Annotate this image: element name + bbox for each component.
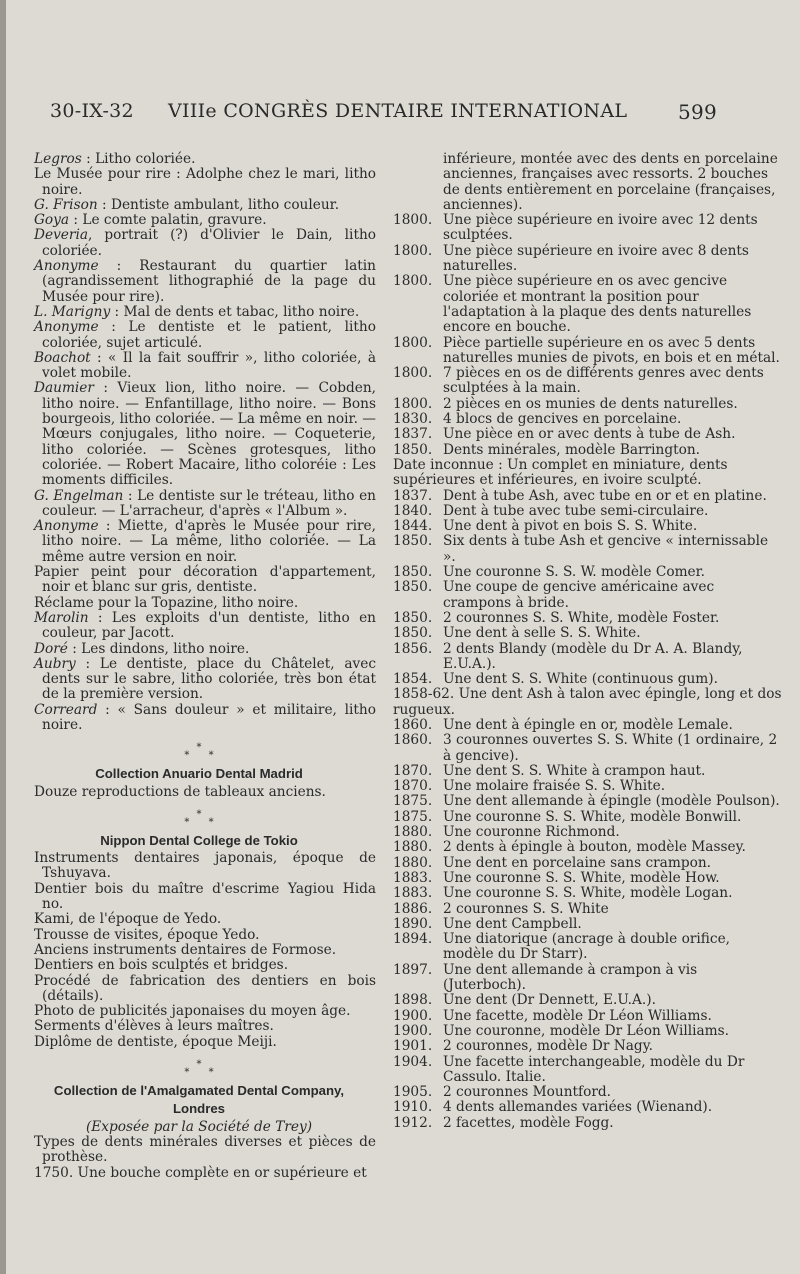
- item-text: Une couronne Richmond.: [443, 824, 620, 841]
- list-item: [393, 626, 783, 641]
- item-text: : Le comte palatin, gravure.: [69, 212, 267, 229]
- dated-list-b: [393, 489, 783, 688]
- item-text: Une couronne S. S. White, modèle Logan.: [443, 885, 733, 902]
- list-item: [393, 213, 783, 244]
- item-year: 1856.: [393, 640, 433, 657]
- item-text: Une dent à épingle en or, modèle Lemale.: [443, 716, 733, 733]
- dated-list-c: [393, 718, 783, 1131]
- list-item: [393, 825, 783, 840]
- list-item: [393, 779, 783, 794]
- item-text: : Vieux lion, litho noire. — Cobden, litho noire. — Enfantillage, litho noire. — Bons bourgeois, litho coloriée. — La même en noir. — Mœurs conjugales, litho noire. — Coqueterie, litho coloriée. — Scènes grotesques, litho coloriée. — Robert Macaire, litho coloréie : Les moments difficiles.: [42, 380, 376, 489]
- section-asterism: *: [196, 742, 202, 754]
- list-item: [393, 1055, 783, 1086]
- item-year: 1850.: [393, 564, 433, 581]
- item-year: 1850.: [393, 579, 433, 596]
- item-year: 1886.: [393, 900, 433, 917]
- list-item: [393, 1100, 783, 1115]
- artist-name: Marolin: [34, 609, 89, 626]
- item-year: 1800.: [393, 242, 433, 259]
- artist-name: Deveria: [34, 227, 88, 244]
- item-year: 1912.: [393, 1114, 433, 1131]
- list-item: [393, 764, 783, 779]
- artist-name: Anonyme: [34, 319, 99, 336]
- section-asterism: * *: [184, 1067, 222, 1079]
- section-subtitle: (Exposée par la Société de Trey): [85, 1118, 313, 1135]
- item-year: 1870.: [393, 762, 433, 779]
- item-text: : Miette, d'après le Musée pour rire, litho noire. — La même, litho coloriée. — La même autre version en noir.: [42, 518, 376, 565]
- item-year: 1883.: [393, 885, 433, 902]
- continued-text: inférieure, montée avec des dents en porcelaine anciennes, françaises avec ressorts. 2 bouches de dents entièrement en porcelaine (françaises, anciennes).: [443, 151, 778, 213]
- page-number: 599: [678, 100, 718, 124]
- item-year: 1898.: [393, 992, 433, 1009]
- list-item: [393, 504, 783, 519]
- item-text: Une dent en porcelaine sans crampon.: [443, 854, 711, 871]
- left-column: [22, 152, 376, 1181]
- item-text: 2 couronnes S. S. White: [443, 900, 609, 917]
- list-item: [393, 718, 783, 733]
- list-item: [393, 397, 783, 412]
- list-item: [393, 642, 783, 673]
- list-item: [393, 534, 783, 565]
- item-text: Une dent (Dr Dennett, E.U.A.).: [443, 992, 656, 1009]
- list-item: [22, 351, 376, 382]
- item-year: 1850.: [393, 609, 433, 626]
- item-text: Une couronne S. S. White, modèle How.: [443, 869, 720, 886]
- item-year: 1860.: [393, 716, 433, 733]
- tokio-list: [22, 851, 376, 1050]
- item-text: Le Musée pour rire : Adolphe chez le mari, litho noire.: [34, 166, 376, 198]
- list-item: 1750. Une bouche complète en or supérieure et: [34, 1164, 367, 1181]
- item-year: 1837.: [393, 487, 433, 504]
- list-item: [22, 167, 376, 198]
- item-text: Papier peint pour décoration d'appartement, noir et blanc sur gris, dentiste.: [34, 564, 376, 596]
- item-year: 1800.: [393, 334, 433, 351]
- list-item: [22, 611, 376, 642]
- item-year: 1883.: [393, 869, 433, 886]
- artist-name: Goya: [34, 212, 70, 229]
- artist-name: Legros: [34, 151, 82, 167]
- list-item: [393, 856, 783, 871]
- item-text: Une dent à pivot en bois S. S. White.: [443, 518, 698, 535]
- item-text: 2 facettes, modèle Fogg.: [443, 1114, 614, 1131]
- list-item: [393, 611, 783, 626]
- item-text: Une dent S. S. White (continuous gum).: [443, 671, 718, 688]
- list-item: [393, 871, 783, 886]
- item-text: Une couronne S. S. White, modèle Bonwill.: [443, 808, 742, 825]
- item-text: 2 couronnes, modèle Dr Nagy.: [443, 1038, 653, 1055]
- list-item: [393, 917, 783, 932]
- item-year: 1904.: [393, 1053, 433, 1070]
- list-item: [393, 1024, 783, 1039]
- item-text: Dent à tube avec tube semi-circulaire.: [443, 502, 709, 519]
- list-item: [22, 213, 376, 228]
- list-item: [393, 794, 783, 809]
- artist-name: G. Engelman: [34, 487, 124, 504]
- item-text: 3 couronnes ouvertes S. S. White (1 ordinaire, 2 à gencive).: [443, 732, 778, 764]
- item-text: : Dentiste ambulant, litho couleur.: [97, 196, 340, 213]
- item-year: 1870.: [393, 778, 433, 795]
- item-year: 1800.: [393, 365, 433, 382]
- item-text: Une dent Campbell.: [443, 915, 582, 932]
- list-item: [393, 1116, 783, 1131]
- section-heading-tokio: Nippon Dental College de Tokio: [100, 832, 298, 848]
- list-item: [393, 1009, 783, 1024]
- list-item: [22, 381, 376, 488]
- item-text: Une diatorique (ancrage à double orifice, modèle du Dr Starr).: [443, 931, 731, 963]
- item-year: 1800.: [393, 212, 433, 229]
- list-item: [393, 580, 783, 611]
- item-year: 1844.: [393, 518, 433, 535]
- list-item: [22, 519, 376, 565]
- item-year: 1850.: [393, 533, 433, 550]
- item-text: : Les exploits d'un dentiste, litho en couleur, par Jacott.: [42, 609, 376, 642]
- list-item: Photo de publicités japonaises du moyen âge.: [34, 1003, 351, 1020]
- list-item: [393, 565, 783, 580]
- item-text: : Le dentiste, place du Châtelet, avec dents sur le sabre, litho coloriée, très bon état de la première version.: [42, 655, 376, 703]
- item-text: : Le dentiste sur le tréteau, litho en couleur. — L'arracheur, d'après « l'Album ».: [42, 487, 376, 519]
- artist-name: Boachot: [34, 349, 91, 366]
- item-text: 4 dents allemandes variées (Wienand).: [443, 1099, 713, 1116]
- dated-list-a: [393, 213, 783, 458]
- section-heading-londres: Londres: [172, 1101, 226, 1117]
- list-item: [393, 519, 783, 534]
- list-item: [22, 152, 376, 167]
- list-item: [22, 642, 376, 657]
- header-date: 30-IX-32: [50, 100, 134, 122]
- item-text: Réclame pour la Topazine, litho noire.: [34, 594, 299, 611]
- item-text: Une pièce supérieure en ivoire avec 12 dents sculptées.: [443, 212, 758, 244]
- date-inconnue-item: Date inconnue : Un complet en miniature, dents supérieures et inférieures, en ivoire sculpté.: [393, 456, 728, 489]
- item-year: 1875.: [393, 793, 433, 810]
- item-text: : Litho coloriée.: [81, 151, 196, 167]
- list-item: [22, 489, 376, 520]
- list-item: [393, 963, 783, 994]
- item-text: Une dent allemande à épingle (modèle Poulson).: [443, 793, 780, 810]
- list-item: Trousse de visites, époque Yedo.: [34, 926, 260, 943]
- item-year: 1897.: [393, 961, 433, 978]
- item-text: Une pièce supérieure en ivoire avec 8 dents naturelles.: [443, 242, 749, 275]
- list-item: [393, 489, 783, 504]
- list-item: Anciens instruments dentaires de Formose.: [34, 941, 337, 958]
- list-item: [22, 305, 376, 320]
- list-item: [393, 902, 783, 917]
- item-text: Une facette interchangeable, modèle du Dr Cassulo. Italie.: [443, 1053, 745, 1085]
- list-item: [22, 657, 376, 703]
- list-item: Douze reproductions de tableaux anciens.: [34, 783, 326, 800]
- running-title: VIIIe CONGRÈS DENTAIRE INTERNATIONAL: [168, 100, 628, 122]
- item-text: Une dent S. S. White à crampon haut.: [443, 762, 706, 779]
- artist-name: Anonyme: [34, 258, 99, 275]
- item-year: 1800.: [393, 273, 433, 290]
- list-item: Kami, de l'époque de Yedo.: [34, 911, 222, 928]
- section-heading-amalgamated: Collection de l'Amalgamated Dental Company,: [53, 1083, 345, 1099]
- item-year: 1830.: [393, 411, 433, 428]
- list-item: Dentiers en bois sculptés et bridges.: [34, 957, 289, 974]
- list-item: [393, 810, 783, 825]
- item-text: : Mal de dents et tabac, litho noire.: [110, 303, 360, 320]
- item-year: 1900.: [393, 1007, 433, 1024]
- artist-name: Daumier: [34, 380, 94, 397]
- artist-name: Doré: [34, 640, 68, 657]
- list-item: [393, 274, 783, 335]
- item-year: 1850.: [393, 441, 433, 458]
- list-item: Dentier bois du maître d'escrime Yagiou Hida no.: [34, 880, 376, 913]
- item-year: 1800.: [393, 395, 433, 412]
- list-item: [393, 672, 783, 687]
- list-item: Serments d'élèves à leurs maîtres.: [34, 1018, 274, 1035]
- section-asterism: *: [196, 1059, 202, 1071]
- section-asterism: * *: [184, 750, 222, 762]
- artist-name: Correard: [34, 701, 98, 718]
- item-year: 1894.: [393, 931, 433, 948]
- list-item: [393, 932, 783, 963]
- item-year: 1860.: [393, 732, 433, 749]
- item-text: Une pièce supérieure en os avec gencive coloriée et montrant la position pour l'adaptation à la plaque des dents naturelles encore en bouche.: [443, 273, 752, 336]
- list-item: [393, 733, 783, 764]
- item-year: 1880.: [393, 839, 433, 856]
- item-year: 1901.: [393, 1038, 433, 1055]
- item-text: 2 dents à épingle à bouton, modèle Massey.: [443, 839, 746, 856]
- list-item: [393, 886, 783, 901]
- list-item: [393, 1085, 783, 1100]
- item-text: Une dent allemande à crampon à vis (Juterboch).: [443, 961, 698, 994]
- list-item: [22, 320, 376, 351]
- list-item: [22, 259, 376, 305]
- list-item: [393, 840, 783, 855]
- list-item: [393, 427, 783, 442]
- item-text: Dent à tube Ash, avec tube en or et en platine.: [443, 487, 767, 504]
- item-text: : Les dindons, litho noire.: [67, 640, 250, 657]
- artist-name: Anonyme: [34, 518, 99, 535]
- item-text: Une couronne, modèle Dr Léon Williams.: [443, 1022, 729, 1039]
- list-item: [22, 198, 376, 213]
- item-year: 1850.: [393, 625, 433, 642]
- list-item: [393, 993, 783, 1008]
- list-item: [22, 703, 376, 734]
- item-text: Dents minérales, modèle Barrington.: [443, 441, 701, 458]
- section-asterism: * *: [184, 816, 222, 828]
- section-heading-madrid: Collection Anuario Dental Madrid: [95, 766, 303, 782]
- item-year: 1910.: [393, 1099, 433, 1116]
- list-item: [22, 565, 376, 596]
- list-item: [22, 596, 376, 611]
- item-text: 2 couronnes S. S. White, modèle Foster.: [443, 609, 720, 626]
- item-text: 2 pièces en os munies de dents naturelles.: [443, 395, 738, 412]
- item-text: 7 pièces en os de différents genres avec dents sculptées à la main.: [443, 365, 764, 397]
- item-year: 1875.: [393, 808, 433, 825]
- right-column: [393, 152, 783, 1131]
- item-text: , portrait (?) d'Olivier le Dain, litho coloriée.: [42, 227, 376, 259]
- item-text: 2 couronnes Mountford.: [443, 1084, 612, 1101]
- item-text: 4 blocs de gencives en porcelaine.: [443, 411, 682, 428]
- list-item: [22, 228, 376, 259]
- item-year: 1905.: [393, 1084, 433, 1101]
- item-text: Une facette, modèle Dr Léon Williams.: [443, 1007, 712, 1024]
- section-asterism: *: [196, 808, 202, 820]
- artist-name: L. Marigny: [34, 303, 111, 320]
- list-item: Diplôme de dentiste, époque Meiji.: [34, 1033, 277, 1050]
- item-year: 1890.: [393, 915, 433, 932]
- list-item: Types de dents minérales diverses et pièces de prothèse.: [34, 1133, 376, 1166]
- list-item: [393, 443, 783, 458]
- lithograph-list: [22, 152, 376, 733]
- item-text: Six dents à tube Ash et gencive « internissable ».: [443, 533, 769, 565]
- list-item: [393, 244, 783, 275]
- list-item: [393, 412, 783, 427]
- item-text: : « Sans douleur » et militaire, litho noire.: [42, 701, 376, 733]
- item-text: Une pièce en or avec dents à tube de Ash.: [443, 426, 736, 443]
- item-year: 1900.: [393, 1022, 433, 1039]
- item-text: : Le dentiste et le patient, litho coloriée, sujet articulé.: [42, 319, 376, 351]
- item-year: 1880.: [393, 854, 433, 871]
- item-text: : « Il la fait souffrir », litho coloriée, à volet mobile.: [42, 349, 376, 382]
- item-text: 2 dents Blandy (modèle du Dr A. A. Blandy, E.U.A.).: [443, 640, 743, 672]
- item-year: 1880.: [393, 824, 433, 841]
- list-item: [393, 366, 783, 397]
- list-item-1858-62: 1858-62. Une dent Ash à talon avec épingle, long et dos rugueux.: [393, 686, 782, 718]
- item-year: 1854.: [393, 671, 433, 688]
- item-text: Pièce partielle supérieure en os avec 5 dents naturelles munies de pivots, en bois et en métal.: [443, 334, 780, 366]
- item-year: 1837.: [393, 426, 433, 443]
- item-year: 1840.: [393, 502, 433, 519]
- item-text: : Restaurant du quartier latin (agrandissement lithographié de la page du Musée pour rire).: [42, 258, 376, 305]
- artist-name: Aubry: [34, 655, 76, 672]
- artist-name: G. Frison: [34, 196, 98, 213]
- item-text: Une coupe de gencive américaine avec crampons à bride.: [443, 579, 715, 611]
- list-item: [393, 336, 783, 367]
- list-item: [393, 1039, 783, 1054]
- item-text: Une couronne S. S. W. modèle Comer.: [443, 564, 706, 581]
- item-text: Une molaire fraisée S. S. White.: [443, 778, 666, 795]
- item-text: Une dent à selle S. S. White.: [443, 625, 641, 642]
- list-item: Procédé de fabrication des dentiers en bois (détails).: [34, 972, 376, 1004]
- page-binding-edge: [0, 0, 6, 1274]
- list-item: Instruments dentaires japonais, époque de Tshuyava.: [34, 850, 376, 882]
